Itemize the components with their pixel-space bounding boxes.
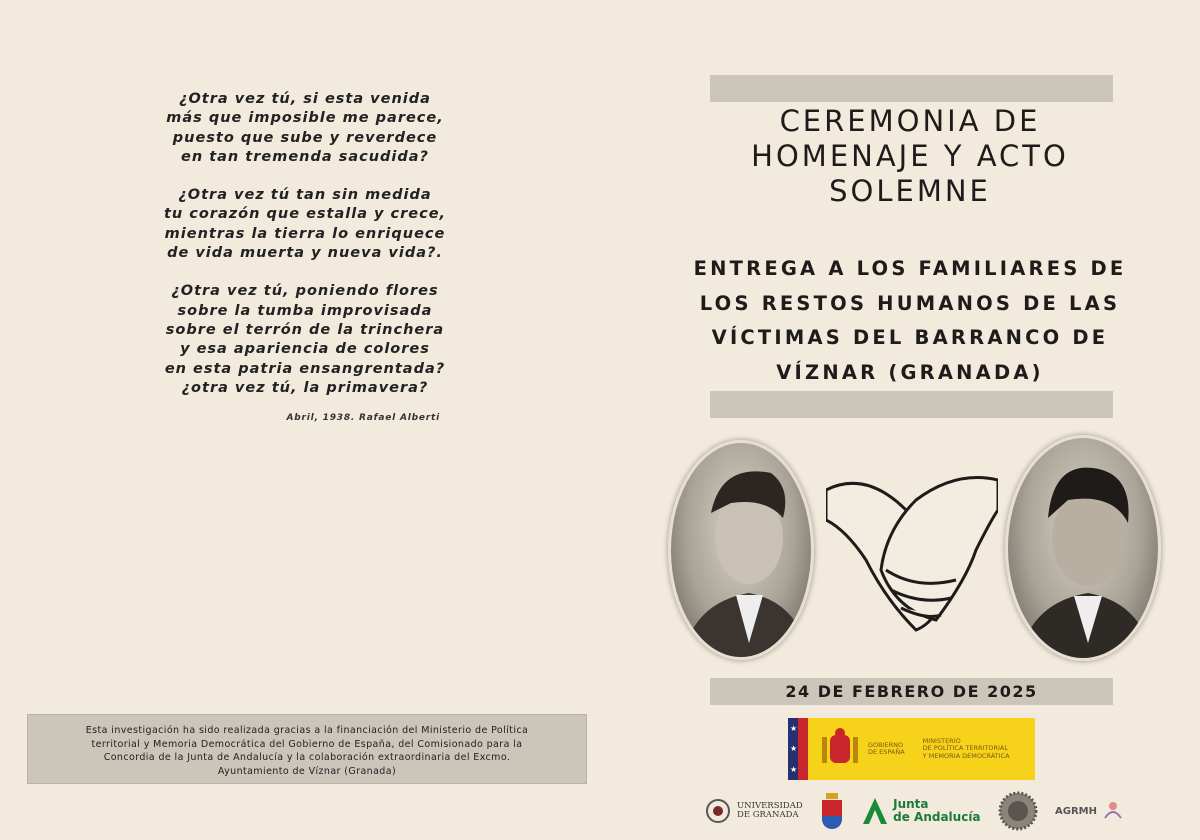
universidad-granada-logo xyxy=(705,798,803,824)
gobierno-text xyxy=(868,742,905,757)
poem-signature: Abril, 1938. Rafael Alberti xyxy=(286,413,440,423)
subtitle-line: VÍCTIMAS DEL BARRANCO DE xyxy=(711,326,1109,349)
divider-bar-top xyxy=(710,75,1113,102)
poem-line: mientras la tierra lo enriquece xyxy=(164,225,446,242)
ugr-seal-icon xyxy=(705,798,731,824)
title-line: CEREMONIA DE xyxy=(779,104,1041,138)
poem-line: y esa apariencia de colores xyxy=(180,341,430,358)
clasped-hands-illustration xyxy=(826,470,998,635)
poem-line: puesto que sube y reverdece xyxy=(172,129,438,146)
flag-stars-icon: ★ ★ ★ xyxy=(788,718,808,780)
poem-line: más que imposible me parece, xyxy=(166,110,444,127)
poem-line: ¿Otra vez tú, poniendo flores xyxy=(171,283,439,300)
gobierno-espana-logo xyxy=(788,718,1035,780)
agrmh-logo xyxy=(1055,800,1125,822)
title-line: HOMENAJE Y ACTO xyxy=(751,139,1069,173)
poem-stanza xyxy=(140,90,470,167)
gov-line: Y MEMORIA DEMOCRÁTICA xyxy=(922,751,1010,760)
title-line: SOLEMNE xyxy=(829,174,991,208)
subtitle-line: LOS RESTOS HUMANOS DE LAS xyxy=(699,291,1121,315)
event-date: 24 DE FEBRERO DE 2025 xyxy=(710,678,1113,705)
viznar-shield-icon xyxy=(820,792,844,830)
main-title xyxy=(700,104,1120,209)
poem xyxy=(140,90,470,417)
coat-of-arms-icon xyxy=(820,727,860,771)
poem-line: ¿Otra vez tú, si esta venida xyxy=(179,91,431,107)
funding-line: Esta investigación ha sido realizada gracias a la financiación del Ministerio de Política xyxy=(85,725,529,736)
portrait-right xyxy=(1005,435,1161,661)
junta-a-icon xyxy=(861,796,889,826)
divider-bar-bottom xyxy=(710,391,1113,418)
funding-note xyxy=(27,714,587,784)
junta-line: Junta xyxy=(893,797,929,811)
sponsor-logos xyxy=(705,790,1125,832)
poem-line: sobre la tumba improvisada xyxy=(177,302,433,319)
agrmh-text: AGRMH xyxy=(1055,805,1097,817)
subtitle-line: ENTREGA A LOS FAMILIARES DE xyxy=(693,257,1127,280)
junta-line: de Andalucía xyxy=(893,810,981,824)
funding-line: Concordia de la Junta de Andalucía y la colaboración extraordinaria del Excmo. xyxy=(103,752,511,763)
poem-stanza xyxy=(140,186,470,263)
poem-line: en esta patria ensangrentada? xyxy=(164,360,446,377)
ugr-line: DE GRANADA xyxy=(737,810,799,820)
poem-line: de vida muerta y nueva vida?. xyxy=(167,245,443,262)
gov-line: MINISTERIO xyxy=(922,736,961,745)
gov-line: DE ESPAÑA xyxy=(868,748,905,756)
poem-line: tu corazón que estalla y crece, xyxy=(163,206,447,223)
ugr-line: UNIVERSIDAD xyxy=(737,801,803,811)
poem-line: en tan tremenda sacudida? xyxy=(181,148,429,165)
agrmh-flower-icon xyxy=(1101,800,1125,822)
portrait-left xyxy=(668,440,814,660)
funding-line: Ayuntamiento de Víznar (Granada) xyxy=(217,765,397,777)
poem-line: ¿otra vez tú, la primavera? xyxy=(181,379,429,396)
junta-andalucia-logo xyxy=(861,796,980,826)
poem-line: ¿Otra vez tú tan sin medida xyxy=(178,187,432,204)
poem-line: sobre el terrón de la trinchera xyxy=(165,321,445,338)
gov-line: GOBIERNO xyxy=(868,740,904,749)
funding-line: territorial y Memoria Democrática del Gobierno de España, del Comisionado para la xyxy=(91,738,523,750)
poem-stanza xyxy=(140,282,470,398)
ministerio-text xyxy=(923,738,1010,761)
gov-line: DE POLÍTICA TERRITORIAL xyxy=(922,744,1008,753)
subtitle xyxy=(690,252,1130,390)
subtitle-line: VÍZNAR (GRANADA) xyxy=(776,360,1044,384)
round-seal-logo-icon xyxy=(998,791,1038,831)
